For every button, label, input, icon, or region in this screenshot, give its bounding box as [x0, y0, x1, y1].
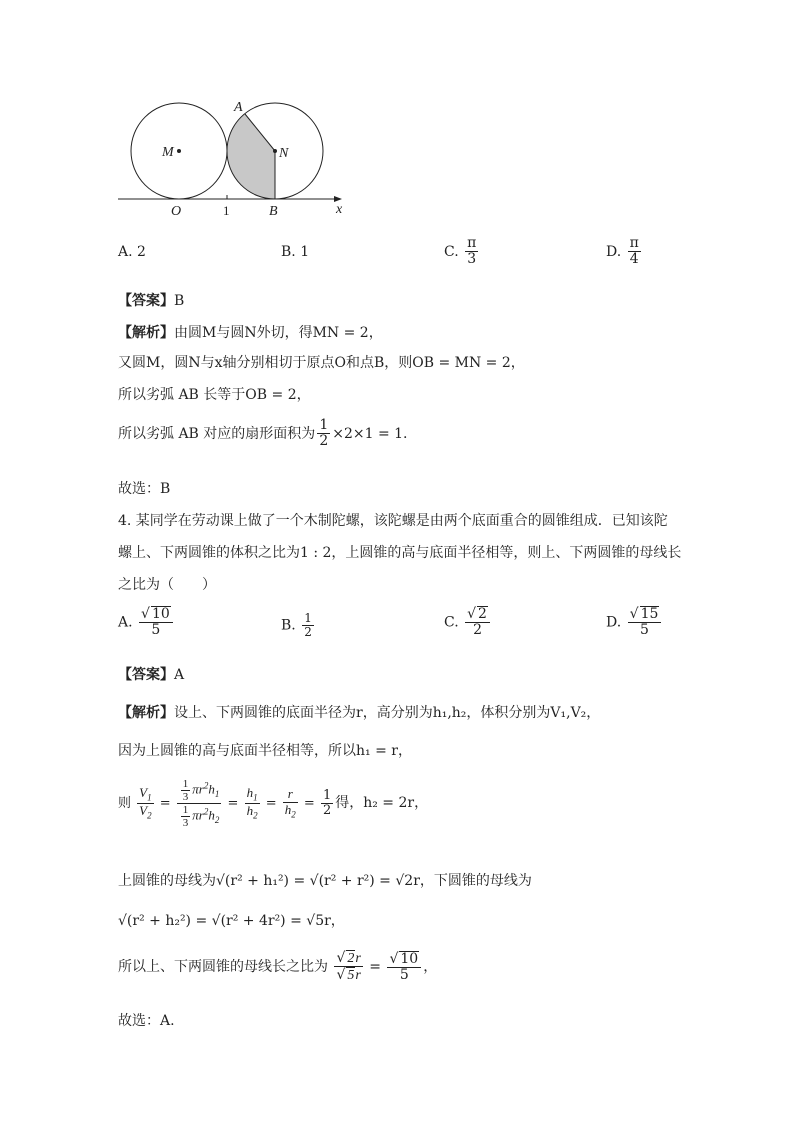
q3-analysis-line1: 【解析】由圆M与圆N外切，得MN = 2， — [118, 325, 383, 341]
point-m — [177, 149, 181, 153]
geometry-figure — [110, 95, 370, 225]
q3-choice: 故选：B — [118, 481, 171, 497]
q4-option-c — [444, 606, 492, 639]
q4-answer: 【答案】A — [118, 667, 185, 683]
q4-option-b — [281, 612, 316, 639]
option-letter: D. — [606, 614, 622, 631]
option-letter: B. — [281, 244, 296, 260]
q4-analysis-line3: 则 $\frac{V_1}{V_2}$ = $\frac{1}{3}$ $\pi r^2h_1$ $\frac{1}{3}$ $\pi r^2h_2$ = $\frac{h_1}{h_2}$ = $\frac{r}{h_2}$ = $\frac{1}{2}$ 得，h₂ = 2r， — [118, 778, 429, 830]
q3-option-b — [281, 244, 309, 260]
q3-option-a — [118, 244, 146, 260]
option-letter: A. — [118, 614, 133, 631]
label-one: 1 — [223, 203, 230, 218]
option-letter: A. — [118, 244, 133, 260]
fraction-half: $\frac{1}{2}$ — [319, 417, 329, 450]
q4-option-a — [118, 606, 175, 639]
q4-option-d — [606, 606, 663, 639]
q3-analysis-line2: 又圆M，圆N与x轴分别相切于原点O和点B，则OB = MN = 2， — [118, 355, 525, 371]
label-x: x — [336, 202, 343, 217]
q4-stem-line2: 螺上、下两圆锥的体积之比为1 : 2，上圆锥的高与底面半径相等，则上、下两圆锥的母线长 — [118, 545, 682, 561]
option-letter: D. — [606, 243, 622, 260]
q4-analysis-line4: 上圆锥的母线为√(r² + h₁²) = √(r² + r²) = √2r，下圆锥的母线为 — [118, 873, 532, 889]
option-letter: C. — [444, 243, 459, 260]
label-o: O — [171, 204, 182, 219]
q3-analysis-line4: 所以劣弧 AB 对应的扇形面积为 $\frac{1}{2}$ ×2×1 = 1. — [118, 417, 408, 450]
option-fraction: $\frac{\pi}{3}$ — [467, 235, 477, 268]
q3-option-c — [444, 236, 480, 268]
q4-analysis-line2: 因为上圆锥的高与底面半径相等，所以h₁ = r， — [118, 743, 412, 759]
option-fraction: $\frac{\pi}{4}$ — [629, 235, 639, 268]
option-letter: B. — [281, 617, 296, 634]
label-m: M — [162, 145, 174, 160]
point-n — [273, 149, 277, 153]
q4-analysis-line1: 【解析】设上、下两圆锥的底面半径为r，高分别为h₁,h₂，体积分别为V₁,V₂， — [118, 705, 601, 721]
label-n: N — [279, 146, 289, 161]
option-letter: C. — [444, 614, 459, 631]
q4-analysis-line5: √(r² + h₂²) = √(r² + 4r²) = √5r， — [118, 913, 345, 929]
q3-answer: 【答案】B — [118, 293, 185, 309]
option-fraction: $\frac{√ 2}{2}$ — [465, 606, 490, 639]
q3-analysis-line3: 所以劣弧 AB 长等于OB = 2， — [118, 387, 311, 403]
q4-choice: 故选：A. — [118, 1013, 175, 1029]
option-value: 2 — [137, 244, 146, 260]
label-b: B — [269, 204, 278, 219]
option-fraction: $\frac{√ 15}{5}$ — [628, 606, 662, 639]
q3-option-d — [606, 236, 643, 268]
option-value: 1 — [300, 244, 310, 260]
q4-stem-line1: 4. 某同学在劳动课上做了一个木制陀螺，该陀螺是由两个底面重合的圆锥组成．已知该陀 — [118, 513, 668, 529]
option-fraction: $\frac{1}{2}$ — [304, 611, 312, 640]
q4-stem-line3: 之比为（ ） — [118, 577, 216, 593]
q4-analysis-line6: 所以上、下两圆锥的母线长之比为 $\frac{√ 2r}{√ 5r}$ = $\frac{√ 10}{5}$ ， — [118, 950, 438, 984]
option-fraction: $\frac{√ 10}{5}$ — [139, 606, 173, 639]
label-a: A — [234, 100, 243, 115]
shaded-region — [228, 114, 275, 199]
